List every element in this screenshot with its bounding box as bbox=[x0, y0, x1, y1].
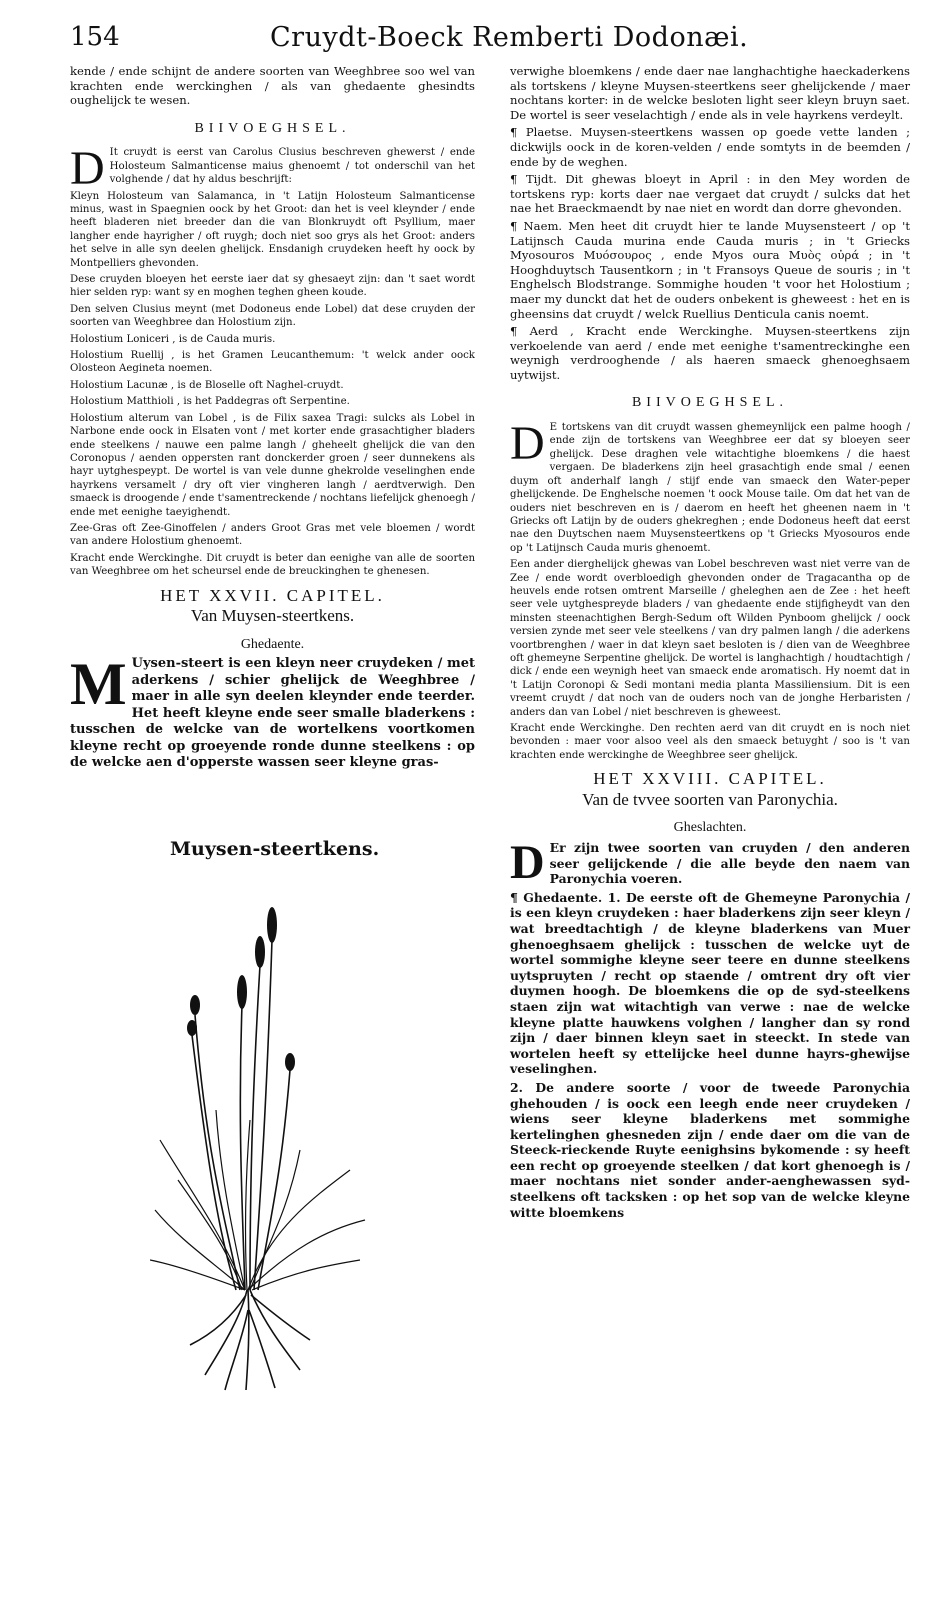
bijvoeghsel-paragraph: Zee-Gras oft Zee-Ginoffelen / anders Groot Gras met vele bloemen / wordt van andere Holostium ghenoemt. bbox=[70, 522, 475, 548]
section-title-bijvoeghsel: BIIVOEGHSEL. bbox=[194, 120, 351, 136]
drop-cap: D bbox=[70, 142, 105, 196]
page-header bbox=[70, 20, 930, 64]
chapter-subtitle: Van Muysen-steertkens. bbox=[190, 606, 355, 626]
bijvoeghsel-paragraph: Holostium Loniceri , is de Cauda muris. bbox=[70, 333, 276, 345]
plaetse-paragraph: ¶ Plaetse. Muysen-steertkens wassen op goede vette landen ; dickwijls oock in de koren-velden / ende somtyts in de beemden / ende by de weghen. bbox=[510, 125, 910, 169]
section-title-bijvoeghsel: BIIVOEGHSEL. bbox=[631, 395, 789, 411]
bijvoeghsel-paragraph: Holostium alterum van Lobel , is de Filix saxea Tragi: sulcks als Lobel in Narbone ende oock in Elsaten vont / met korter ende grasachtigher bladers ende steelkens / nauwe een palme langh / gheheelt ghelijck die van den Coronopus / aenden oppersten rant donckerder groen / seer dunnekens als hayr uytghespeypt. De wortel is van vele dunne ghekrolde veselinghen ende hayrkens versamelt / dry oft vier vingheren langh / aerdtverwigh. Den smaeck is droogende / ende t'samentreckende / nochtans liefelijck ghenoegh / ende met eenighe taeyighendt. bbox=[70, 412, 475, 518]
text-paragraph: verwighe bloemkens / ende daer nae langhachtighe haeckaderkens als tortskens / kleyne Muysen-steertkens seer ghelijckende / maer nochtans korter: in de welcke besloten light seer kleyn bruyn saet. De wortel is seer veselachtigh / ende als in vele hayrkens verdeylt. bbox=[510, 64, 910, 122]
left-column bbox=[70, 64, 475, 775]
page-number: 154 bbox=[70, 22, 120, 52]
bijvoeghsel-paragraph: D E tortskens van dit cruydt wassen ghemeynlijck een palme hoogh / ende zijn de tortskens van Weeghbree eer dat sy bloeyen seer ghelijck. Dese draghen vele witachtighe bloemkens / die haest vergaen. De bladerkens zijn heel grasachtigh ende smal / eenen duym oft anderhalf langh / stijf ende van smaeck den Water-peper ghelijckende. De Enghelsche noemen 't oock Mouse taile. Om dat het van de ouders niet beschreven en is / daerom en heeft het gheenen naem in 't Griecks oft Latijn by de ouders ghekreghen ; ende Dodoneus heeft dat eerst nae den Duytschen naem Muysensteertkens op 't Griecks Myosouros ende op 't Latijnsch Cauda muris ghenoemt. bbox=[510, 417, 910, 554]
bijvoeghsel-paragraph: Holostium Matthioli , is het Paddegras oft Serpentine. bbox=[70, 396, 350, 408]
bijvoeghsel-paragraph: Kracht ende Werckinghe. Den rechten aerd van dit cruydt en is noch niet bevonden : maer voor alsoo veel als den smaeck betuyght / soo is 't van krachten ende werckinghe de Weeghbree seer ghelijck. bbox=[510, 723, 910, 761]
drop-cap: M bbox=[70, 651, 127, 718]
naem-paragraph: ¶ Naem. Men heet dit cruydt hier te lande Muysensteert / op 't Latijnsch Cauda murina ende Cauda muris ; in 't Griecks Myosouros Μυόσουρος , ende Myos oura Μυὸς οὐρά ; in 't Hooghduytsch Tausentkorn ; in 't Fransoys Queue de souris ; in 't Enghelsch Blodstrange. Sommighe houden 't voor het Holostium ; maer my dunckt dat het de ouders onbekent is gheweest : het en is gheensins dat cruydt / welck Ruellius Denticula canis noemt. bbox=[510, 218, 910, 321]
bijvoeghsel-paragraph: Holostium Lacunæ , is de Bloselle oft Naghel-cruydt. bbox=[70, 379, 344, 391]
right-column bbox=[510, 64, 910, 1223]
bijvoeghsel-paragraph: Kracht ende Werckinghe. Dit cruydt is beter dan eenighe van alle de soorten van Weeghbree om het scheursel ende de breuckinghen te ghenesen. bbox=[70, 552, 475, 578]
plant-illustration bbox=[150, 870, 370, 1395]
chapter-subtitle: Van de tvvee soorten van Paronychia. bbox=[582, 789, 838, 809]
ghedaente-heading: Ghedaente. bbox=[240, 636, 305, 652]
tijdt-paragraph: ¶ Tijdt. Dit ghewas bloeyt in April : in den Mey worden de tortskens ryp: korts daer nae vergaet dat cruydt / sulcks dat het nae het Braeckmaendt by nae niet en wordt dan dorre ghevonden. bbox=[510, 172, 910, 216]
drop-cap: D bbox=[510, 836, 545, 889]
bijvoeghsel-paragraph: Kleyn Holosteum van Salamanca, in 't Latijn Holosteum Salmanticense minus, wast in Spaegnien oock by het Groot: dan het is veel kleynder / ende heeft bladeren niet breeder dan die van Blonkruydt oft Psyllium, maer langher ende hayrigher / oft ruygh; doch niet soo grys als het Groot: anders het selve in alle syn deelen ghelijck. Ensdanigh cruydeken heeft hy oock by Montpelliers ghevonden. bbox=[70, 190, 475, 269]
chapter-paragraph: ¶ Ghedaente. 1. De eerste oft de Ghemeyne Paronychia / is een kleyn cruydeken : haer bladerkens zijn seer kleyn / wat breedtachtigh / de kleyne bladerkens van Muer ghenoeghsaem ghelijck : tusschen de welcke uyt de wortel sommighe kleyne seer teere en dunne steelkens uytspruyten / recht op staende / omtrent dry oft vier duymen hoogh. De bloemkens die op de syd-steelkens staen zijn wat witachtigh van verwe : nae de welcke kleyne platte hauwkens volghen / langher dan sy rond zijn / daer binnen kleyn saet in steeckt. In stede van wortelen heeft sy ettelijcke heel dunne hayrs-ghewijse veselinghen. bbox=[510, 889, 910, 1077]
figure-caption: Muysen-steertkens. bbox=[170, 838, 380, 860]
chapter-title: HET XXVII. CAPITEL. bbox=[160, 585, 385, 605]
bijvoeghsel-paragraph: Den selven Clusius meynt (met Dodoneus ende Lobel) dat dese cruyden der soorten van Weeghbree dan Holostium zijn. bbox=[70, 303, 475, 329]
chapter-paragraph: M Uysen-steert is een kleyn neer cruydeken / met aderkens / schier ghelijck de Weeghbree / maer in alle syn deelen kleynder ende teerder. Het heeft kleyne ende seer smalle bladerkens : tusschen de welcke van de wortelkens voortkomen kleyne recht op groeyende ronde dunne steelkens : op de welcke aen d'opperste wassen seer kleyne gras- bbox=[70, 651, 475, 771]
chapter-paragraph: D Er zijn twee soorten van cruyden / den anderen seer gelijckende / die alle beyde den naem van Paronychia voeren. bbox=[510, 836, 910, 889]
intro-paragraph: kende / ende schijnt de andere soorten van Weeghbree soo wel van krachten ende werckinghen / als van ghedaente ghesindts oughelijck te wesen. bbox=[70, 64, 475, 108]
bijvoeghsel-paragraph: Een ander dierghelijck ghewas van Lobel beschreven wast niet verre van de Zee / ende wordt overbloedigh ghevonden onder de Tragacantha op de heuvels ende rotsen omtrent Marseille / gheleghen aen de Zee : het heeft seer vele uytghespreyde bladers / van ghedaente ende stijfigheydt van den minsten steenachtighen Bergh-Sedum oft Wilden Pynboom ghelijck / oock versien zynde met seer vele steelkens / van dry palmen langh / die aderkens voortbrenghen / waer in dat kleyn saet besloten is / dien van de Weeghbree oft ghemeyne Serpentine ghelijck. De wortel is langhachtigh / houdtachtigh / dick / ende een weynigh heet van smaeck ende aromatisch. Hy noemt dat in 't Latijn Coronopi & Sedi montani media planta Massiliensium. Dit is een vreemt cruydt / dat noch van de ouders noch van de jonghe Herbaristen / anders dan van Lobel / niet beschreven is gheweest. bbox=[510, 559, 910, 718]
bijvoeghsel-paragraph: Dese cruyden bloeyen het eerste iaer dat sy ghesaeyt zijn: dan 't saet wordt hier selden ryp: want sy en moghen teghen gheen koude. bbox=[70, 274, 475, 299]
running-title: Cruydt-Boeck Remberti Dodonæi. bbox=[270, 22, 749, 53]
aerd-paragraph: ¶ Aerd , Kracht ende Werckinghe. Muysen-steertkens zijn verkoelende van aerd / ende met eenighe t'samentreckinghe een weynigh verdrooghende / als haeren smaeck ghenoeghsaem uytwijst. bbox=[510, 324, 910, 382]
bijvoeghsel-paragraph: Holostium Ruellij , is het Gramen Leucanthemum: 't welck ander oock Olosteon Aegineta noemen. bbox=[70, 350, 475, 375]
gheslachten-heading: Gheslachten. bbox=[673, 820, 747, 836]
bijvoeghsel-paragraph: D It cruydt is eerst van Carolus Clusius beschreven ghewerst / ende Holosteum Salmanticense maius ghenoemt / tot onderschil van het volghende / dat hy aldus beschrijft: bbox=[70, 142, 475, 196]
chapter-title: HET XXVIII. CAPITEL. bbox=[593, 769, 827, 789]
drop-cap: D bbox=[510, 417, 545, 471]
chapter-paragraph: 2. De andere soorte / voor de tweede Paronychia ghehouden / is oock een leegh ende neer cruydeken / wiens seer kleyne bladerkens met sommighe kertelinghen ghesneden zijn / ende daer om die van de Steeck-rieckende Ruyte eenighsins bykomende : sy heeft een recht op groeyende steelken / dat kort ghenoegh is / maer nochtans niet sonder ander-aenghewassen syd-steelkens oft tacksken : op het sop van de welcke kleyne witte bloemkens bbox=[510, 1079, 910, 1220]
